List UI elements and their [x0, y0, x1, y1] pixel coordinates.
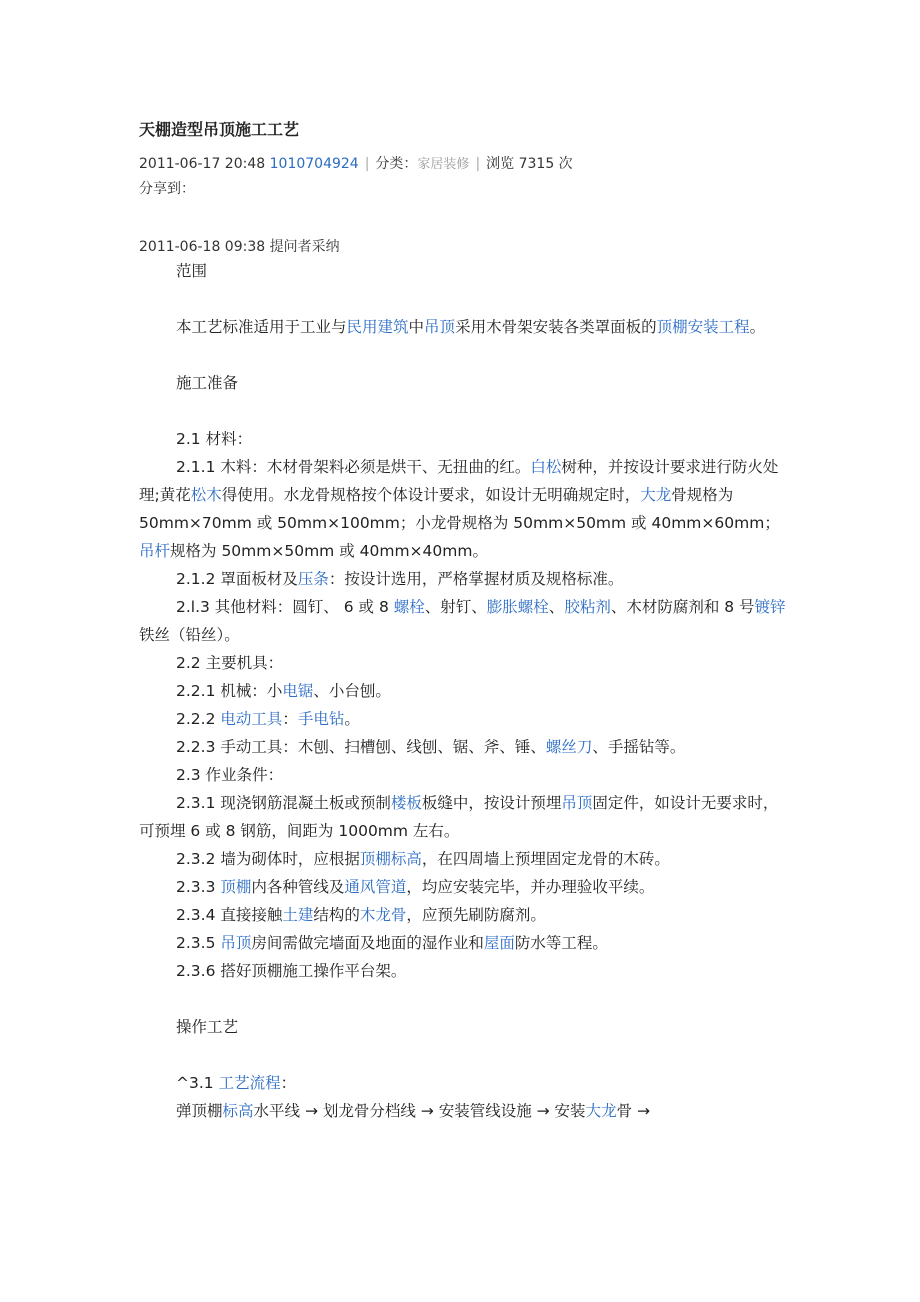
divider: | — [475, 156, 481, 172]
keyword-link[interactable]: 木龙骨 — [359, 906, 407, 924]
paragraph: 2.3.5 吊顶房间需做完墙面及地面的湿作业和屋面防水等工程。 — [176, 934, 608, 952]
category-label: 分类： — [375, 156, 418, 172]
keyword-link[interactable]: 顶棚 — [220, 878, 252, 896]
keyword-link[interactable]: 白松 — [530, 458, 562, 476]
section-heading: 范围 — [176, 262, 208, 280]
paragraph: 2.1 材料： — [176, 430, 253, 448]
view-count: 浏览 7315 次 — [486, 156, 573, 172]
keyword-link[interactable]: 通风管道 — [344, 878, 407, 896]
keyword-link[interactable]: 胶粘剂 — [564, 598, 611, 616]
post-meta — [139, 154, 789, 175]
page-title: 天棚造型吊顶施工工艺 — [139, 120, 300, 139]
paragraph: 2.3 作业条件： — [176, 766, 284, 784]
keyword-link[interactable]: 松木 — [190, 486, 222, 504]
keyword-link[interactable]: 手电钻 — [297, 710, 345, 728]
keyword-link[interactable]: 吊顶 — [220, 934, 252, 952]
share-label: 分享到： — [139, 181, 195, 197]
process-flow: 弹顶棚标高水平线 → 划龙骨分档线 → 安装管线设施 → 安装大龙骨 → — [176, 1102, 650, 1120]
keyword-link[interactable]: 吊顶 — [561, 794, 593, 812]
keyword-link[interactable]: 吊杆 — [139, 542, 171, 560]
answer-datetime: 2011-06-18 09:38 — [139, 239, 266, 255]
paragraph: 2.1.1 木料：木材骨架料必须是烘干、无扭曲的红。白松树种，并按设计要求进行防火处理;黄花松木得使用。水龙骨规格按个体设计要求，如设计无明确规定时，大龙骨规格为 50mm×70mm 或 50mm×100mm；小龙骨规格为 50mm×50mm 或 40mm×60mm；吊杆规格为 50mm×50mm 或 40mm×40mm。 — [139, 458, 780, 560]
paragraph: 2.2.2 电动工具：手电钻。 — [176, 710, 360, 728]
keyword-link[interactable]: 民用建筑 — [346, 318, 409, 336]
keyword-link[interactable]: 镀锌 — [754, 598, 786, 616]
keyword-link[interactable]: 膨胀螺栓 — [486, 598, 549, 616]
paragraph: 2.2.1 机械：小电锯、小台刨。 — [176, 682, 391, 700]
accepted-status: 提问者采纳 — [269, 239, 340, 255]
keyword-link[interactable]: 土建 — [282, 906, 314, 924]
keyword-link[interactable]: 屋面 — [483, 934, 515, 952]
paragraph: 2.3.2 墙为砌体时，应根据顶棚标高，在四周墙上预埋固定龙骨的木砖。 — [176, 850, 670, 868]
answer-body — [139, 257, 789, 1125]
keyword-link[interactable]: 楼板 — [390, 794, 422, 812]
paragraph: 2.3.1 现浇钢筋混凝土板或预制楼板板缝中，按设计预埋吊顶固定件，如设计无要求时，可预埋 6 或 8 钢筋，间距为 1000mm 左右。 — [139, 794, 779, 840]
paragraph: 2.3.4 直接接触土建结构的木龙骨，应预先刷防腐剂。 — [176, 906, 546, 924]
keyword-link[interactable]: 顶棚安装工程 — [656, 318, 750, 336]
keyword-link[interactable]: 压条 — [297, 570, 329, 588]
paragraph: 本工艺标准适用于工业与民用建筑中吊顶采用木骨架安装各类罩面板的顶棚安装工程。 — [176, 318, 766, 336]
keyword-link[interactable]: 电动工具 — [220, 710, 283, 728]
article — [139, 118, 789, 1125]
paragraph: 2.l.3 其他材料：圆钉、 6 或 8 螺栓、射钉、膨胀螺栓、胶粘剂、木材防腐剂和 8 号镀锌铁丝（铅丝）。 — [139, 598, 786, 644]
paragraph: 2.3.3 顶棚内各种管线及通风管道，均应安装完毕，并办理验收平续。 — [176, 878, 655, 896]
section-heading: 操作工艺 — [176, 1018, 239, 1036]
keyword-link[interactable]: 顶棚标高 — [359, 850, 422, 868]
paragraph: 2.3.6 搭好顶棚施工操作平台架。 — [176, 962, 407, 980]
keyword-link[interactable]: 电锯 — [282, 682, 314, 700]
paragraph: 2.2.3 手动工具：木刨、扫槽刨、线刨、锯、斧、锤、螺丝刀、手摇钻等。 — [176, 738, 686, 756]
answer-meta — [139, 237, 789, 257]
keyword-link[interactable]: 标高 — [222, 1102, 254, 1120]
section-heading: 施工准备 — [176, 374, 239, 392]
paragraph: ^3.1 工艺流程： — [176, 1074, 297, 1092]
divider: | — [364, 156, 370, 172]
post-datetime: 2011-06-17 20:48 — [139, 156, 266, 172]
keyword-link[interactable]: 大龙 — [640, 486, 672, 504]
keyword-link[interactable]: 吊顶 — [424, 318, 456, 336]
author-link[interactable]: 1010704924 — [269, 156, 359, 172]
paragraph: 2.2 主要机具： — [176, 654, 284, 672]
keyword-link[interactable]: 螺丝刀 — [545, 738, 593, 756]
paragraph: 2.1.2 罩面板材及压条：按设计选用，严格掌握材质及规格标准。 — [176, 570, 624, 588]
category-link[interactable]: 家居装修 — [417, 157, 470, 172]
keyword-link[interactable]: 工艺流程 — [218, 1074, 281, 1092]
keyword-link[interactable]: 螺栓 — [393, 598, 425, 616]
keyword-link[interactable]: 大龙 — [585, 1102, 617, 1120]
